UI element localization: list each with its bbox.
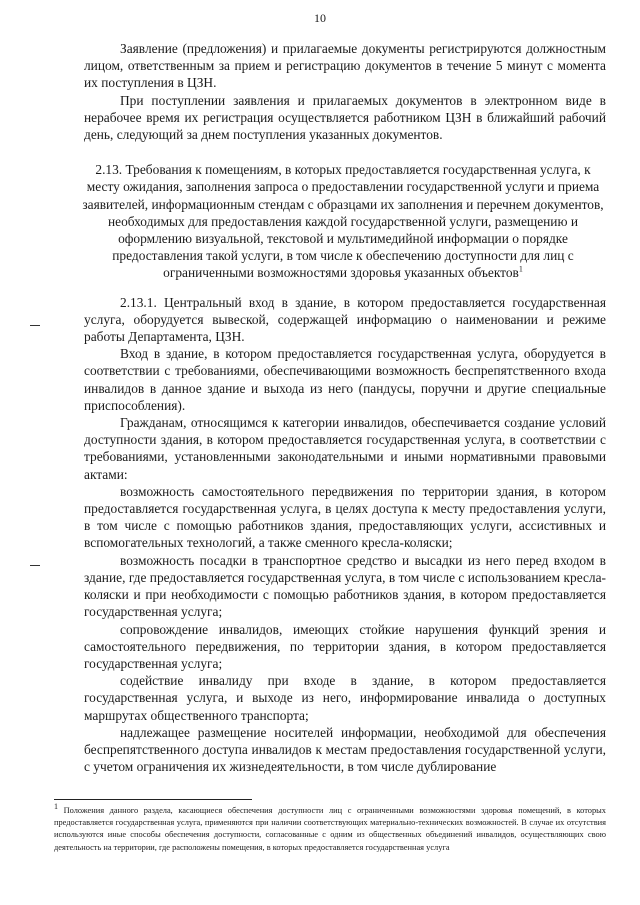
- section-heading: [80, 161, 606, 281]
- list-item: возможность самостоятельного передвижения по территории здания, в котором предоставляется государственная услуга, в целях доступа к месту предоставления услуги, в том числе с помощью работников здания, предоставляющих услуги, ассистивных и вспомогательных технологий, а также сменного кресла-коляски;: [84, 483, 606, 551]
- list-item: сопровождение инвалидов, имеющих стойкие нарушения функций зрения и самостоятельного передвижения, по территории здания, в котором предоставляется государственная услуга;: [84, 621, 606, 671]
- document-body: [84, 40, 606, 775]
- paragraph: При поступлении заявления и прилагаемых документов в электронном виде в нерабочее время их регистрация осуществляется работником ЦЗН в ближайший рабочий день, следующий за днем поступления указанных документов.: [84, 92, 606, 143]
- paragraph: Вход в здание, в котором предоставляется государственная услуга, оборудуется в соответствии с требованиями, обеспечивающими возможность беспрепятственного входа инвалидов в данное здание и выхода из него (пандусы, поручни и другие специальные приспособления).: [84, 346, 606, 413]
- footnote-divider: [54, 799, 252, 800]
- list-item: возможность посадки в транспортное средство и высадки из него перед входом в здание, где предоставляется государственная услуга, в том числе с использованием кресла-коляски и при необходимости с помощью работников здания, в котором предоставляется государственная услуга;: [84, 552, 606, 620]
- margin-mark: [30, 565, 40, 566]
- footnote-reference: 1: [518, 264, 523, 274]
- list-item: содействие инвалиду при входе в здание, в котором предоставляется государственная услуга, и выходе из него, информирование инвалида о доступных маршрутах общественного транспорта;: [84, 673, 606, 723]
- footnote: [54, 802, 606, 854]
- section-heading-text: 2.13. Требования к помещениям, в которых предоставляется государственная услуга, к месту ожидания, заполнения запроса о предоставлении государственной услуги и приема заявителей, информационным стендам с образцами их заполнения и перечнем документов, необходимых для предоставления каждой государственной услуги, размещению и оформлению визуальной, текстовой и мультимедийной информации о порядке предоставления такой услуги, в том числе к обеспечению доступности для лиц с ограниченными возможностями здоровья указанных объектов: [82, 162, 604, 281]
- paragraph: Гражданам, относящимся к категории инвалидов, обеспечивается создание условий доступности здания, в котором предоставляется государственная услуга, в соответствии с требованиями, установленными законодательными и иными нормативными правовыми актами:: [84, 415, 606, 482]
- page-number: 10: [314, 11, 326, 25]
- paragraph: Заявление (предложения) и прилагаемые документы регистрируются должностным лицом, ответственным за прием и регистрацию документов в течение 5 минут с момента их поступления в ЦЗН.: [84, 41, 606, 91]
- footnote-mark: 1: [54, 802, 58, 812]
- paragraph: 2.13.1. Центральный вход в здание, в котором предоставляется государственная услуга, оборудуется вывеской, содержащей информацию о наименовании и режиме работы Департамента, ЦЗН.: [84, 294, 606, 345]
- footnote-text: Положения данного раздела, касающиеся обеспечения доступности лиц с ограниченными возможностями здоровья помещений, в которых предоставляется государственная услуга, применяются при наличии соответствующих материально-технических возможностей. В случае их отсутствия используются иные способы обеспечения доступности, согласованные с одним из общественных объединений инвалидов, осуществляющих свою деятельность на территории, где расположены помещения, в которых предоставляется государственная услуга: [54, 806, 606, 852]
- list-item: надлежащее размещение носителей информации, необходимой для обеспечения беспрепятственного доступа инвалидов к местам предоставления государственной услуги, с учетом ограничения их жизнедеятельности, в том числе дублирование: [84, 724, 606, 775]
- margin-mark: [30, 325, 40, 326]
